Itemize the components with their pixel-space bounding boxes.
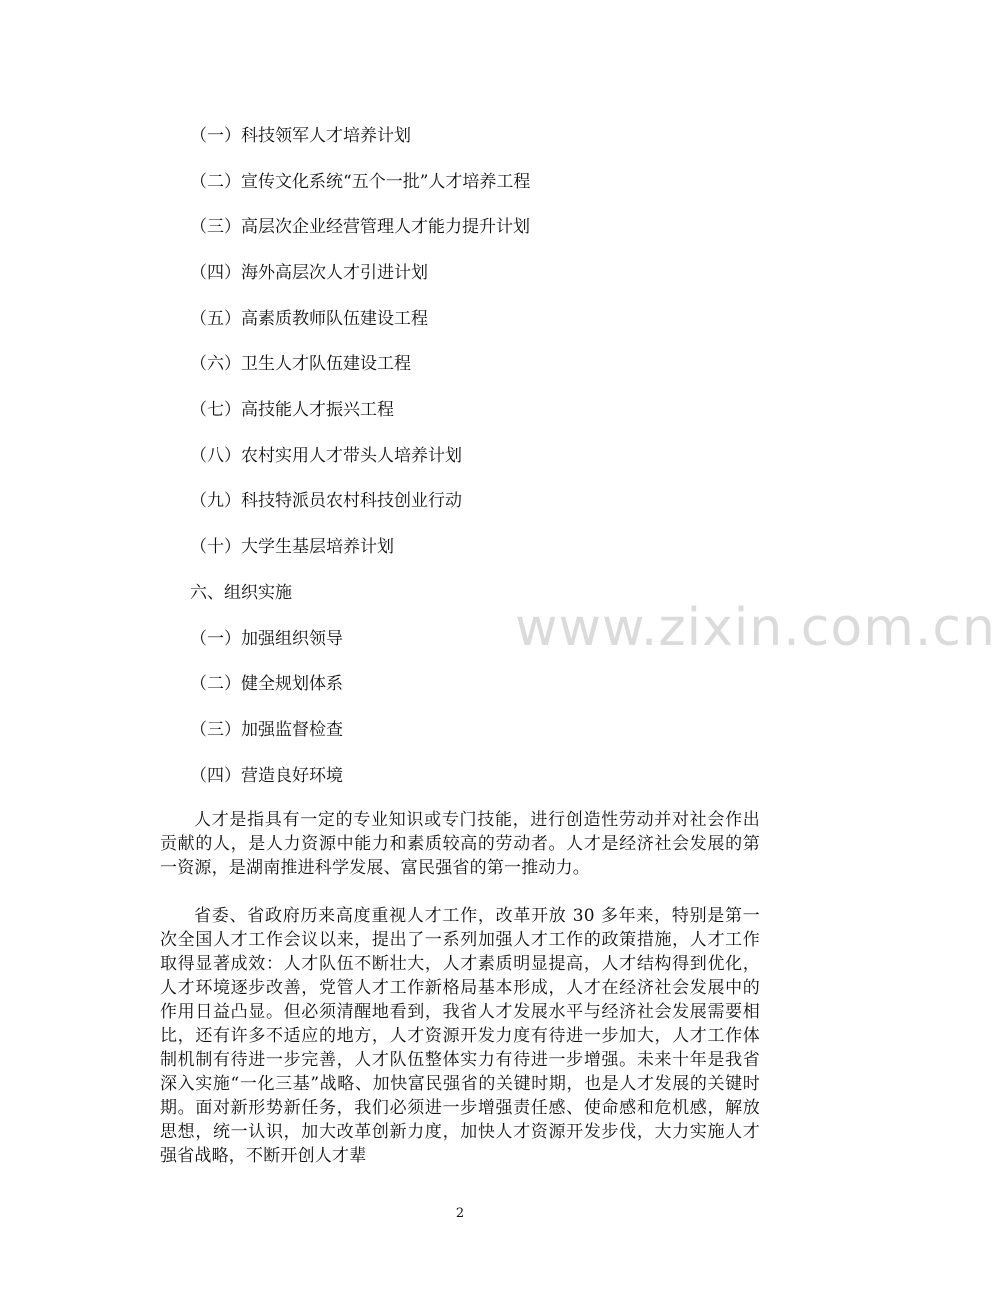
list-item: （一）科技领军人才培养计划 — [190, 126, 411, 146]
page-number: 2 — [455, 1206, 465, 1221]
body-paragraph: 省委、省政府历来高度重视人才工作，改革开放 30 多年来，特别是第一次全国人才工作会议以来，提出了一系列加强人才工作的政策措施，人才工作取得显著成效：人才队伍不断壮大，人才素质明显提高，人才结构得到优化，人才环境逐步改善，党管人才工作新格局基本形成，人才在经济社会发展中的作用日益凸显。但必须清醒地看到，我省人才发展水平与经济社会发展需要相比，还有许多不适应的地方，人才资源开发力度有待进一步加大，人才工作体制机制有待进一步完善，人才队伍整体实力有待进一步增强。未来十年是我省深入实施“一化三基”战略、加快富民强省的关键时期，也是人才发展的关键时期。面对新形势新任务，我们必须进一步增强责任感、使命感和危机感，解放思想，统一认识，加大改革创新力度，加快人才资源开发步伐，大力实施人才强省战略，不断开创人才辈 — [160, 906, 760, 1166]
watermark: www.zixin.com.cn — [515, 598, 996, 658]
list-item: （三）高层次企业经营管理人才能力提升计划 — [190, 217, 530, 237]
section-item: （四）营造良好环境 — [190, 766, 343, 786]
section-item: （三）加强监督检查 — [190, 720, 343, 740]
list-item: （七）高技能人才振兴工程 — [190, 400, 394, 420]
list-item: （六）卫生人才队伍建设工程 — [190, 354, 411, 374]
list-item: （五）高素质教师队伍建设工程 — [190, 309, 428, 329]
list-item: （八）农村实用人才带头人培养计划 — [190, 446, 462, 466]
list-item: （四）海外高层次人才引进计划 — [190, 263, 428, 283]
list-item: （二）宣传文化系统“五个一批”人才培养工程 — [190, 172, 531, 192]
body-paragraph: 人才是指具有一定的专业知识或专门技能，进行创造性劳动并对社会作出贡献的人，是人力资源中能力和素质较高的劳动者。人才是经济社会发展的第一资源，是湖南推进科学发展、富民强省的第一推动力。 — [160, 810, 760, 878]
list-item: （十）大学生基层培养计划 — [190, 537, 394, 557]
section-heading: 六、组织实施 — [190, 583, 292, 603]
section-item: （二）健全规划体系 — [190, 674, 343, 694]
section-item: （一）加强组织领导 — [190, 629, 343, 649]
list-item: （九）科技特派员农村科技创业行动 — [190, 491, 462, 511]
